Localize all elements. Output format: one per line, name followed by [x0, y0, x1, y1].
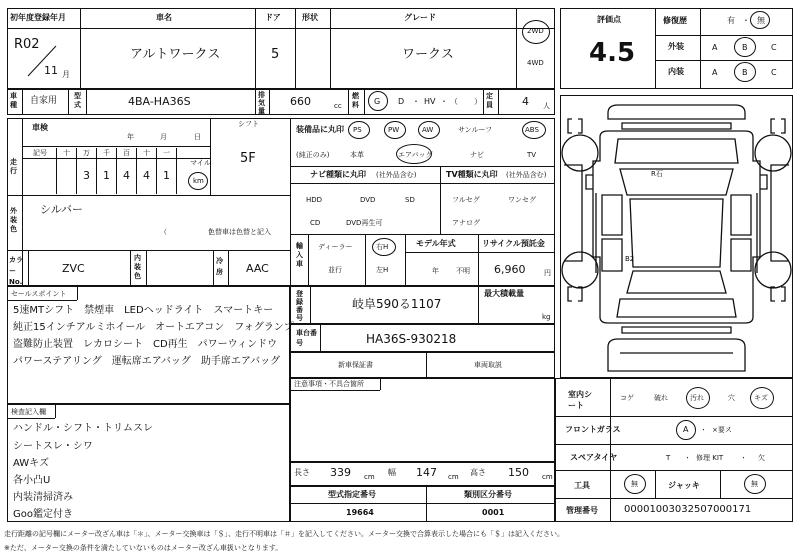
- digit-header-4: 十: [143, 149, 150, 157]
- management-number: 00001003032507000171: [624, 504, 752, 515]
- equipment-sub: (純正のみ): [296, 151, 330, 159]
- registration: 岐阜590る1107: [352, 297, 442, 311]
- sales-point-4: パワーステアリング 運転席エアバッグ 助手席エアバッグ: [13, 356, 281, 367]
- sales-points-label: セールスポイント: [11, 290, 67, 298]
- navi-types-sub: (社外品含む): [376, 171, 417, 179]
- inspector-label: 検査記入欄: [11, 408, 46, 416]
- equipment-label: 装備品に丸印: [296, 125, 344, 134]
- exterior-color: シルバー: [40, 203, 83, 216]
- navi: ナビ: [470, 151, 484, 159]
- inspector-line-2: シートスレ・シワ: [13, 441, 93, 452]
- color-no: ZVC: [62, 262, 85, 275]
- interior-c: C: [771, 68, 777, 77]
- windshield-label: フロントガラス: [565, 425, 621, 434]
- mile-label: マイル: [190, 159, 211, 167]
- digit-4: 1: [163, 169, 170, 182]
- import-label: 輸入車: [296, 242, 303, 268]
- right-h: 右H: [376, 243, 389, 251]
- fuel-d: D: [398, 97, 405, 106]
- jack-none: 無: [751, 480, 758, 488]
- class-label: 類別区分番号: [464, 490, 512, 499]
- recycle-label: リサイクル預託金: [482, 239, 545, 248]
- interior-seat-label: 室内シート: [568, 390, 592, 410]
- tools-none: 無: [631, 480, 638, 488]
- reg-month: 11: [44, 64, 58, 77]
- tv-types-label: TV種類に丸印: [446, 170, 498, 179]
- exterior-label: 外装: [668, 42, 684, 51]
- month-unit: 月: [62, 70, 70, 79]
- fuel-other: （ ）: [450, 97, 482, 106]
- digit-1: 1: [103, 169, 110, 182]
- grade: ワークス: [402, 47, 454, 62]
- exterior-color-paren: （ ）: [160, 228, 216, 236]
- displacement-label: 排気量: [258, 91, 265, 115]
- car-body-diagram: [560, 95, 793, 378]
- category: 自家用: [30, 96, 58, 106]
- diagram-mark-b2: B2: [625, 255, 635, 263]
- new-car-warranty: 新車保証書: [338, 361, 373, 369]
- aw: AW: [422, 126, 434, 134]
- tv-oneseg: ワンセグ: [508, 196, 536, 204]
- interior-b: B: [742, 68, 748, 77]
- length-cm: cm: [364, 473, 375, 481]
- exterior-c: C: [771, 43, 777, 52]
- exterior-color-note: 色替車は色替と記入: [208, 228, 271, 236]
- spare-none: 欠: [758, 454, 765, 462]
- model-year-unknown: 不明: [456, 267, 470, 275]
- category-label: 車種: [10, 92, 17, 109]
- inspector-line-5: 内装清掃済み: [13, 492, 73, 503]
- management-label: 管理番号: [566, 506, 598, 515]
- pw: PW: [388, 126, 400, 134]
- interior-label: 内装: [668, 67, 684, 76]
- height-label: 高さ: [470, 468, 486, 477]
- grade-label: グレード: [404, 13, 436, 22]
- model-year-unit: 年: [432, 267, 439, 275]
- recycle: 6,960: [494, 263, 526, 276]
- cooler-label: 冷房: [216, 257, 223, 276]
- exterior-b-circle: [734, 37, 756, 57]
- cooler: AAC: [246, 262, 269, 275]
- score-label: 評価点: [597, 15, 621, 24]
- fuel-label: 燃料: [352, 92, 359, 109]
- shaken-month-unit: 月: [160, 133, 167, 141]
- seat-burn: コゲ: [620, 394, 634, 402]
- footer-line-1: 走行距離の記号欄にメーター改ざん車は「＊」、メーター交換車は「＄」、走行不明車は「＃」を記入してください。メーター交換で合算表示した場合にも「＄」は記入ください。: [4, 530, 564, 538]
- shape-label: 形状: [302, 13, 318, 22]
- navi-dvd: DVD: [360, 196, 376, 204]
- exterior-b: B: [742, 43, 748, 52]
- length-label: 長さ: [294, 468, 310, 477]
- digit-header-5: 一: [163, 149, 170, 157]
- width-cm: cm: [448, 473, 459, 481]
- seat-dirty: 汚れ: [690, 394, 704, 402]
- import-parallel: 並行: [328, 266, 342, 274]
- repair-yes: 有: [727, 16, 735, 25]
- repair-no-circle: [750, 11, 770, 29]
- navi-sd: SD: [405, 196, 415, 204]
- reg-year-label: 初年度登録年月: [10, 13, 66, 22]
- navi-hdd: HDD: [306, 196, 323, 204]
- windshield-x: ×要ス: [712, 426, 732, 434]
- ps: PS: [353, 126, 362, 134]
- windshield-a: A: [683, 425, 689, 434]
- repair-no: 無: [757, 16, 765, 25]
- kg: kg: [542, 313, 551, 321]
- km-label: km: [193, 177, 204, 185]
- header-frame: [7, 8, 555, 89]
- digit-0: 3: [83, 169, 90, 182]
- navi-types-label: ナビ種類に丸印: [310, 170, 366, 179]
- digit-2: 4: [123, 169, 130, 182]
- navi-cd: CD: [310, 219, 321, 227]
- import-dealer: ディーラー: [318, 243, 353, 251]
- abs: ABS: [525, 126, 539, 134]
- model-year-label: モデル年式: [416, 239, 456, 248]
- diagram-mark-r: R石: [651, 170, 663, 178]
- digit-3: 4: [143, 169, 150, 182]
- reg-year: R02: [14, 37, 40, 52]
- color-no-label: カラーNo.: [9, 256, 23, 286]
- left-h: 左H: [376, 266, 389, 274]
- seats-label: 定員: [486, 92, 493, 109]
- max-load-label: 最大積載量: [484, 289, 524, 298]
- inspector-line-6: Goo鑑定付き: [13, 509, 73, 520]
- inspector-line-3: AWキズ: [13, 458, 49, 469]
- airbag: エアバッグ: [398, 151, 433, 159]
- width: 147: [416, 466, 437, 479]
- digit-header-0: 十: [63, 149, 70, 157]
- height-cm: cm: [542, 473, 553, 481]
- manual: 車両取説: [474, 361, 502, 369]
- shift-label: シフト: [238, 120, 259, 128]
- fuel-g: G: [374, 97, 381, 106]
- seats-unit: 人: [543, 102, 550, 110]
- tv: TV: [527, 151, 537, 159]
- doors: 5: [271, 47, 280, 62]
- interior-color-label: 内装色: [134, 254, 141, 280]
- tools-label: 工具: [574, 481, 590, 490]
- spare-t: T: [666, 454, 671, 462]
- inspector-line-4: 各小凸U: [13, 475, 51, 486]
- auction-inspection-sheet: 初年度登録年月 R02 11 月 車名 アルトワークス ドア 5 形状 グレード ワークス 2WD 4WD 評価点 4.5 修復歴 有 ・ 無 外装 A B C 内装 A B C 車種 自家用 型式 4BA-HA36S 排気量 660 cc 燃料 G D ・ HV ・ （ ） 定員 4 人 車検 年 月 日 シフト 5F 走行 記号 十 万 千 百 十 一 3 1 4 4 1 マイル km 装備品に丸印 (純正のみ) PS PW AW サンルーフ ABS 本革 エアバッグ ナビ TV ナビ種類に丸印 (社外品含む) HDD DVD SD CD DVD再生可 TV種類に丸印 (社外品含む) フルセグ ワンセグ アナログ 外装色 シルバー （ ） 色替車は色替と記入 輸入車 ディーラー 並行 右H 左H モデル年式 年 不明 リサイクル預託金 6,960 円 カラーNo. ZVC 内装色 冷房 AAC 登録番号 岐阜590る1107 最大積載量 kg 車台番号 HA36S-930218 新車保証書 車両取説 注意事項・不具合箇所 セールスポイント 5速MTシフト 禁煙車 LEDヘッドライト スマートキー 純正15インチアルミホイール オートエアコン フォグランプ 盗難防止装置 レカロシート CD再生 パワーウィンドウ パワーステアリング 運転席エアバッグ 助手席エアバッグ 検査記入欄 ハンドル・シフト・トリムスレ シートスレ・シワ AWキズ 各小凸U 内装清掃済み Goo鑑定付き 長さ 339 cm 幅 147 cm 高さ 150 cm 型式指定番号 19664 類別区分番号 0001 室内シート コゲ 破れ 汚れ 穴 キズ フロントガラス A ・ ×要ス スペアタイヤ T ・ 修理 KIT ・ 欠 工具 無 ジャッキ 無 管理番号 00001003032507000171 走行距離の記号欄にメーター改ざん車は「＊」、メーター交換車は「＄」、走行不明車は「＃」を記入してください。メーター交換で合算表示した場合にも「＄」は記入ください。 ※ただ、メーター交換の条件を満たしていないものはメーター改ざん車扱いとなります。 R石 B2: [0, 0, 800, 557]
- sunroof: サンルーフ: [458, 126, 493, 134]
- car-name-label: 車名: [156, 13, 172, 22]
- shaken-year-unit: 年: [127, 133, 134, 141]
- digit-header-3: 百: [123, 149, 130, 157]
- cc-unit: cc: [334, 102, 342, 110]
- reg-slash: [22, 42, 62, 82]
- shift: 5F: [240, 151, 256, 166]
- drive-4wd: 4WD: [527, 59, 544, 67]
- length: 339: [330, 466, 351, 479]
- class: 0001: [482, 508, 505, 517]
- designation: 19664: [346, 508, 374, 517]
- leather: 本革: [350, 151, 364, 159]
- footer-line-2: ※ただ、メーター交換の条件を満たしていないものはメーター改ざん車扱いとなります。: [4, 544, 283, 552]
- tv-types-sub: (社外品含む): [506, 171, 547, 179]
- shaken-day-unit: 日: [194, 133, 201, 141]
- chassis: HA36S-930218: [366, 332, 457, 346]
- sales-point-3: 盗難防止装置 レカロシート CD再生 パワーウィンドウ: [13, 339, 278, 350]
- navi-dvd-play: DVD再生可: [346, 219, 383, 227]
- interior-a: A: [712, 68, 718, 77]
- warranty-frame: [290, 352, 555, 378]
- jack-label: ジャッキ: [668, 481, 700, 490]
- drive-2wd: 2WD: [527, 27, 544, 35]
- notes-label: 注意事項・不具合箇所: [294, 380, 364, 388]
- registration-label: 登録番号: [296, 290, 303, 322]
- model: 4BA-HA36S: [128, 95, 191, 108]
- car-name: アルトワークス: [130, 47, 221, 62]
- spare-label: スペアタイヤ: [570, 453, 618, 462]
- displacement: 660: [290, 95, 311, 108]
- chassis-label: 車台番号: [296, 329, 317, 347]
- sales-point-1: 5速MTシフト 禁煙車 LEDヘッドライト スマートキー: [13, 305, 274, 316]
- inspector-frame: [7, 404, 290, 522]
- tv-fullseg: フルセグ: [452, 196, 480, 204]
- score-value: 4.5: [589, 38, 636, 68]
- interior-b-circle: [734, 62, 756, 82]
- seat-torn: 破れ: [654, 394, 668, 402]
- digit-header-1: 万: [83, 149, 90, 157]
- width-label: 幅: [388, 468, 396, 477]
- digit-header-2: 千: [103, 149, 110, 157]
- exterior-color-label: 外装色: [10, 207, 17, 233]
- doors-label: ドア: [265, 13, 281, 22]
- seat-scratch: キズ: [754, 394, 768, 402]
- mileage-label: 走行: [10, 158, 17, 175]
- inspector-line-1: ハンドル・シフト・トリムスレ: [13, 423, 153, 434]
- seat-hole: 穴: [728, 394, 735, 402]
- spare-kit: 修理 KIT: [696, 454, 724, 462]
- sales-point-2: 純正15インチアルミホイール オートエアコン フォグランプ: [13, 322, 294, 333]
- mileage-sub: 記号: [33, 149, 47, 157]
- seats: 4: [522, 95, 529, 108]
- tv-analog: アナログ: [452, 219, 480, 227]
- repair-label: 修復歴: [663, 16, 687, 25]
- yen: 円: [544, 269, 551, 277]
- model-label: 型式: [74, 92, 81, 109]
- designation-label: 型式指定番号: [328, 490, 376, 499]
- exterior-a: A: [712, 43, 718, 52]
- fuel-hv: HV: [424, 97, 436, 106]
- shaken-label: 車検: [32, 123, 48, 132]
- height: 150: [508, 466, 529, 479]
